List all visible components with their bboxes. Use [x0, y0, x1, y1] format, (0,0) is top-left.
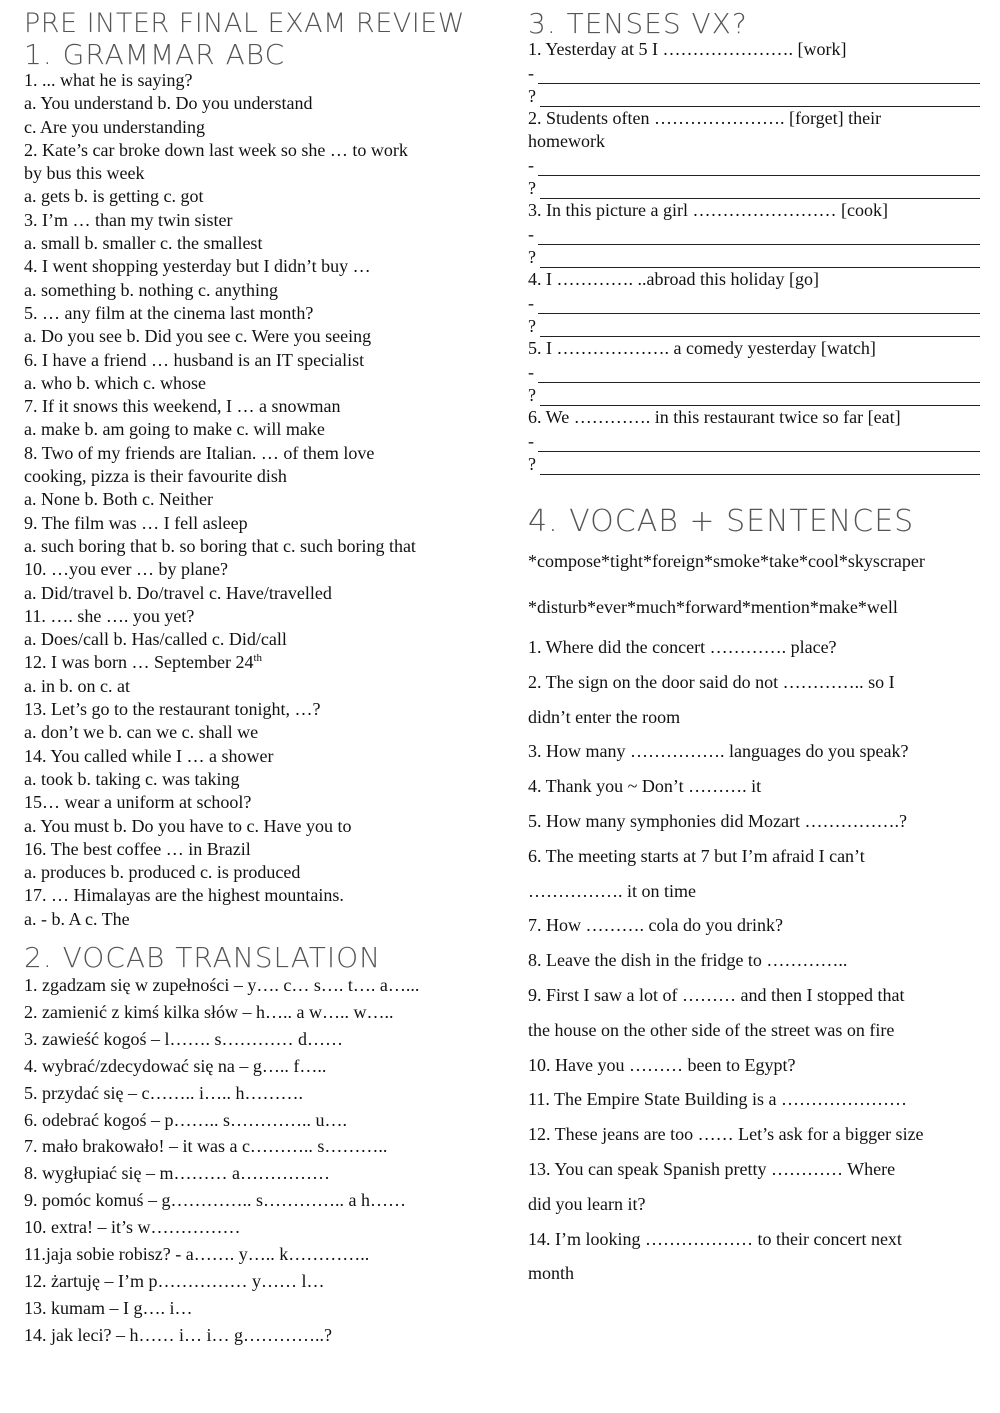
sentence-line: 14. I’m looking ……………… to their concert next	[528, 1228, 902, 1249]
tense-q2: 2. Students often …………………. [forget] their	[528, 108, 882, 128]
translation-item: 5. przydać się – c…….. i….. h……….	[24, 1082, 303, 1103]
section-1-title: 1. GRAMMAR ABC	[24, 38, 286, 71]
translation-item: 1. zgadzam się w zupełności – y…. c… s…. t…. a…...	[24, 975, 420, 995]
grammar-line: a. You must b. Do you have to c. Have you to	[24, 815, 352, 836]
grammar-line: 6. I have a friend … husband is an IT specialist	[24, 349, 365, 370]
grammar-line: a. who b. which c. whose	[24, 372, 206, 393]
question-answer-line[interactable]: ?	[528, 84, 980, 107]
translation-item: 8. wygłupiać się – m……… a……………	[24, 1163, 330, 1184]
sentence-line: month	[528, 1263, 575, 1284]
grammar-line: 11. …. she …. you yet?	[24, 605, 195, 626]
negative-answer-line[interactable]: -	[528, 222, 980, 245]
vocab-translation-list	[24, 972, 419, 1349]
question-answer-line[interactable]: ?	[528, 245, 980, 268]
grammar-line: a. make b. am going to make c. will make	[24, 419, 325, 440]
question-12-text: 12. I was born … September 24	[24, 652, 254, 673]
section-4-title: 4. VOCAB + SENTENCES	[528, 504, 915, 539]
grammar-line: 17. … Himalayas are the highest mountains.	[24, 885, 344, 906]
grammar-line: 10. …you ever … by plane?	[24, 559, 228, 580]
sentence-line: 13. You can speak Spanish pretty ………… Where	[528, 1158, 896, 1179]
left-column	[24, 0, 500, 1345]
grammar-line: cooking, pizza is their favourite dish	[24, 466, 287, 487]
sentence-line: 2. The sign on the door said do not ………….. so I	[528, 671, 895, 692]
tense-q4: 4. I …………. ..abroad this holiday [go]	[528, 269, 819, 289]
grammar-line: a. took b. taking c. was taking	[24, 768, 240, 789]
sentence-line: 9. First I saw a lot of ……… and then I stopped that	[528, 984, 905, 1005]
grammar-line: a. such boring that b. so boring that c. such boring that	[24, 535, 416, 556]
worksheet-title: PRE INTER FINAL EXAM REVIEW	[24, 8, 465, 39]
tense-q2-cont: homework	[528, 131, 605, 151]
sentence-line: 11. The Empire State Building is a …………………	[528, 1089, 907, 1110]
sentence-line: 8. Leave the dish in the fridge to …………..	[528, 950, 848, 971]
grammar-line: a. in b. on c. at	[24, 675, 130, 696]
sentence-line: did you learn it?	[528, 1193, 646, 1214]
grammar-line: a. None b. Both c. Neither	[24, 489, 213, 510]
negative-answer-line[interactable]: -	[528, 61, 980, 84]
section-2-title: 2. VOCAB TRANSLATION	[24, 941, 382, 974]
section-3-title: 3. TENSES VX?	[528, 7, 748, 40]
translation-item: 2. zamienić z kimś kilka słów – h….. a w….. w…..	[24, 1001, 394, 1022]
grammar-line: a. produces b. produced c. is produced	[24, 862, 301, 883]
grammar-question-12	[24, 651, 500, 674]
sentence-line: 12. These jeans are too …… Let’s ask for a bigger size	[528, 1124, 924, 1145]
grammar-line: 4. I went shopping yesterday but I didn’t buy …	[24, 256, 371, 277]
grammar-line: 16. The best coffee … in Brazil	[24, 838, 251, 859]
negative-answer-line[interactable]: -	[528, 360, 980, 383]
question-answer-line[interactable]: ?	[528, 176, 980, 199]
word-bank-line-1: *compose*tight*foreign*smoke*take*cool*skyscraper	[528, 551, 925, 571]
question-answer-line[interactable]: ?	[528, 452, 980, 475]
grammar-line: a. You understand b. Do you understand	[24, 93, 313, 114]
translation-item: 9. pomóc komuś – g………….. s………….. a h……	[24, 1190, 406, 1211]
sentence-line: 6. The meeting starts at 7 but I’m afraid I can’t	[528, 845, 865, 866]
tenses-section	[528, 7, 980, 475]
grammar-line: 3. I’m … than my twin sister	[24, 209, 233, 230]
question-answer-line[interactable]: ?	[528, 314, 980, 337]
grammar-line: c. Are you understanding	[24, 116, 205, 137]
tense-q5: 5. I ………………. a comedy yesterday [watch]	[528, 338, 876, 358]
grammar-line: by bus this week	[24, 163, 145, 184]
grammar-line: 15… wear a uniform at school?	[24, 792, 252, 813]
sentence-line: 1. Where did the concert …………. place?	[528, 637, 837, 657]
sentence-line: didn’t enter the room	[528, 706, 681, 727]
translation-item: 13. kumam – I g…. i…	[24, 1297, 193, 1318]
ordinal-suffix: th	[253, 652, 263, 665]
grammar-line: a. Does/call b. Has/called c. Did/call	[24, 629, 287, 650]
sentence-line: the house on the other side of the street was on fire	[528, 1019, 895, 1040]
grammar-line: 13. Let’s go to the restaurant tonight, …?	[24, 699, 321, 720]
grammar-line: 7. If it snows this weekend, I … a snowman	[24, 396, 341, 417]
grammar-line: a. small b. smaller c. the smallest	[24, 233, 263, 254]
vocab-sentences-section	[528, 504, 980, 1291]
tense-q3: 3. In this picture a girl …………………… [cook]	[528, 200, 888, 220]
grammar-line: a. something b. nothing c. anything	[24, 279, 278, 300]
sentence-line: 7. How ………. cola do you drink?	[528, 915, 783, 936]
sentence-line: 3. How many ……………. languages do you speak?	[528, 741, 909, 762]
sentence-line: 5. How many symphonies did Mozart …………….?	[528, 810, 907, 831]
tense-q1: 1. Yesterday at 5 I …………………. [work]	[528, 39, 847, 59]
sentence-line: ……………. it on time	[528, 880, 696, 901]
translation-item: 14. jak leci? – h…… i… i… g…………..?	[24, 1324, 332, 1345]
translation-item: 3. zawieść kogoś – l……. s………… d……	[24, 1028, 343, 1049]
translation-item: 12. żartuję – I’m p…………… y…… l…	[24, 1270, 325, 1291]
tense-q6: 6. We …………. in this restaurant twice so far [eat]	[528, 407, 901, 427]
translation-item: 6. odebrać kogoś – p…….. s………….. u….	[24, 1109, 347, 1130]
grammar-line: 9. The film was … I fell asleep	[24, 512, 248, 533]
grammar-line: 14. You called while I … a shower	[24, 745, 274, 766]
sentence-line: 4. Thank you ~ Don’t ………. it	[528, 776, 762, 797]
grammar-line: 1. ... what he is saying?	[24, 70, 193, 90]
grammar-line: 2. Kate’s car broke down last week so she … to work	[24, 139, 408, 160]
negative-answer-line[interactable]: -	[528, 429, 980, 452]
grammar-line: a. Do you see b. Did you see c. Were you seeing	[24, 326, 372, 347]
grammar-line: 5. … any film at the cinema last month?	[24, 302, 314, 323]
grammar-line: a. don’t we b. can we c. shall we	[24, 722, 259, 743]
translation-item: 10. extra! – it’s w……………	[24, 1217, 241, 1238]
sentence-list	[528, 630, 980, 1291]
grammar-line: a. - b. A c. The	[24, 908, 130, 929]
translation-item: 11.jaja sobie robisz? - a……. y….. k…………..	[24, 1244, 370, 1265]
grammar-questions	[24, 69, 500, 931]
negative-answer-line[interactable]: -	[528, 291, 980, 314]
grammar-line: 8. Two of my friends are Italian. … of them love	[24, 442, 375, 463]
sentence-line: 10. Have you ……… been to Egypt?	[528, 1054, 796, 1075]
negative-answer-line[interactable]: -	[528, 153, 980, 176]
question-answer-line[interactable]: ?	[528, 383, 980, 406]
translation-item: 7. mało brakowało! – it was a c……….. s………..	[24, 1136, 388, 1157]
grammar-line: a. gets b. is getting c. got	[24, 186, 204, 207]
word-bank-line-2: *disturb*ever*much*forward*mention*make*well	[528, 597, 898, 617]
grammar-line: a. Did/travel b. Do/travel c. Have/travelled	[24, 582, 332, 603]
translation-item: 4. wybrać/zdecydować się na – g….. f…..	[24, 1055, 327, 1076]
